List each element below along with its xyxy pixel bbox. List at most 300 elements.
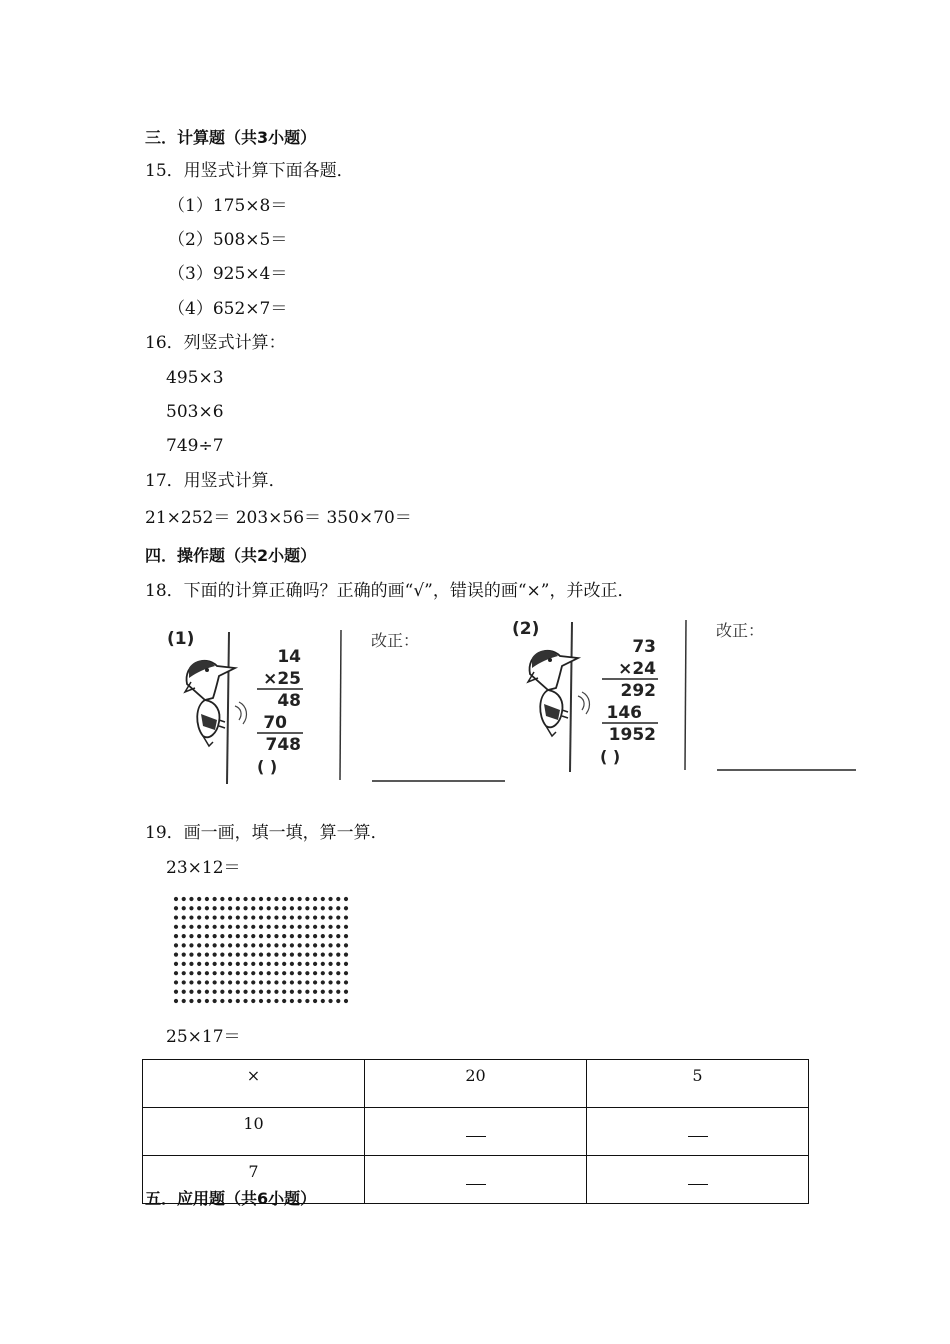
blank-line — [466, 1162, 486, 1185]
dot — [205, 999, 209, 1003]
dot — [228, 915, 232, 919]
dot — [305, 990, 309, 994]
table-header-cell: 5 — [587, 1060, 809, 1108]
dot — [259, 971, 263, 975]
figure1-row-4: 70 — [263, 713, 287, 733]
dot — [236, 915, 240, 919]
table-blank-cell[interactable] — [365, 1156, 587, 1204]
figure1-paren: ( ) — [257, 757, 278, 776]
dot — [220, 915, 224, 919]
q16-stem: 16．列竖式计算： — [145, 333, 286, 353]
dot — [220, 999, 224, 1003]
dot — [213, 934, 217, 938]
dot — [243, 971, 247, 975]
dot — [267, 999, 271, 1003]
dot — [236, 925, 240, 929]
table-header-row — [143, 1060, 809, 1108]
dot — [267, 971, 271, 975]
q17-stem: 17．用竖式计算． — [145, 471, 286, 491]
dot-grid — [170, 893, 352, 1007]
dot — [282, 906, 286, 910]
dot — [236, 980, 240, 984]
dot — [174, 953, 178, 957]
dot — [220, 990, 224, 994]
table-blank-cell[interactable] — [365, 1108, 587, 1156]
dot — [259, 990, 263, 994]
dot — [213, 971, 217, 975]
dot — [328, 953, 332, 957]
dot — [313, 925, 317, 929]
q15-item-2: （2）508×5＝ — [168, 230, 288, 250]
dot — [197, 925, 201, 929]
dot — [182, 953, 186, 957]
dot — [197, 915, 201, 919]
dot — [298, 897, 302, 901]
multiplication-table — [142, 1059, 809, 1204]
dot — [305, 980, 309, 984]
dot — [243, 915, 247, 919]
dot — [259, 953, 263, 957]
dot — [251, 980, 255, 984]
dot — [274, 925, 278, 929]
figure2-row-4: 146 — [606, 703, 642, 723]
dot — [282, 925, 286, 929]
dot — [328, 897, 332, 901]
q19-expr-1: 23×12＝ — [166, 858, 241, 878]
dot — [274, 962, 278, 966]
dot — [328, 934, 332, 938]
dot — [259, 943, 263, 947]
dot — [228, 906, 232, 910]
dot — [197, 962, 201, 966]
dot — [205, 990, 209, 994]
table-header-cell: 20 — [365, 1060, 587, 1108]
dot — [267, 943, 271, 947]
dot — [290, 934, 294, 938]
dot — [290, 906, 294, 910]
dot — [220, 971, 224, 975]
dot — [305, 943, 309, 947]
dot — [251, 990, 255, 994]
dot — [328, 971, 332, 975]
dot — [274, 999, 278, 1003]
dot — [298, 925, 302, 929]
dot — [251, 906, 255, 910]
dot — [251, 915, 255, 919]
dot — [313, 915, 317, 919]
dot — [313, 906, 317, 910]
dot — [290, 953, 294, 957]
dot — [197, 971, 201, 975]
dot — [243, 990, 247, 994]
dot — [236, 990, 240, 994]
q15-item-4: （4）652×7＝ — [168, 299, 288, 319]
dot — [259, 999, 263, 1003]
dot — [213, 897, 217, 901]
dot — [189, 934, 193, 938]
dot — [305, 971, 309, 975]
figure1-row-2: ×25 — [263, 669, 301, 689]
dot — [236, 999, 240, 1003]
dot — [182, 943, 186, 947]
dot — [189, 980, 193, 984]
dot — [321, 897, 325, 901]
dot — [290, 962, 294, 966]
dot — [313, 953, 317, 957]
dot — [282, 980, 286, 984]
figure1-row-1: 14 — [277, 647, 301, 667]
dot — [259, 934, 263, 938]
dot — [182, 962, 186, 966]
dot — [298, 990, 302, 994]
dot — [328, 962, 332, 966]
dot — [182, 897, 186, 901]
dot — [197, 953, 201, 957]
dot — [267, 925, 271, 929]
dot — [282, 943, 286, 947]
dot — [274, 953, 278, 957]
dot — [205, 980, 209, 984]
dot — [344, 990, 348, 994]
dot — [344, 999, 348, 1003]
dot — [243, 934, 247, 938]
dot — [274, 980, 278, 984]
dot — [213, 980, 217, 984]
dot — [220, 925, 224, 929]
dot — [228, 962, 232, 966]
dot — [197, 897, 201, 901]
dot — [328, 906, 332, 910]
dot — [189, 897, 193, 901]
dot — [313, 897, 317, 901]
blank-line — [466, 1114, 486, 1137]
dot — [174, 915, 178, 919]
dot — [205, 897, 209, 901]
dot — [305, 953, 309, 957]
dot — [220, 962, 224, 966]
dot — [336, 980, 340, 984]
q17-line: 21×252＝ 203×56＝ 350×70＝ — [145, 508, 412, 528]
dot — [259, 980, 263, 984]
dot — [189, 999, 193, 1003]
dot — [251, 943, 255, 947]
dot — [267, 915, 271, 919]
dot — [174, 971, 178, 975]
dot — [282, 971, 286, 975]
dot — [321, 953, 325, 957]
dot — [197, 906, 201, 910]
dot — [182, 980, 186, 984]
q16-item-3: 749÷7 — [166, 436, 224, 456]
dot — [290, 915, 294, 919]
dot — [213, 906, 217, 910]
section5-title: 五．应用题（共6小题） — [145, 1189, 317, 1208]
dot — [236, 971, 240, 975]
figure2-row-2: ×24 — [618, 659, 656, 679]
dot — [251, 897, 255, 901]
dot — [243, 943, 247, 947]
figure2-correction: 改正： — [716, 621, 765, 640]
dot — [313, 990, 317, 994]
dot — [174, 897, 178, 901]
dot — [321, 962, 325, 966]
dot — [298, 943, 302, 947]
dot — [205, 953, 209, 957]
dot — [174, 980, 178, 984]
dot — [313, 971, 317, 975]
dot — [189, 953, 193, 957]
dot — [290, 943, 294, 947]
dot — [321, 906, 325, 910]
dot — [182, 990, 186, 994]
dot — [205, 971, 209, 975]
figure1-label: (1) — [167, 629, 195, 649]
dot — [274, 915, 278, 919]
dot — [243, 999, 247, 1003]
dot — [182, 915, 186, 919]
dot — [174, 925, 178, 929]
dot — [213, 925, 217, 929]
dot — [174, 943, 178, 947]
figure1-correction: 改正： — [371, 631, 420, 650]
dot — [305, 915, 309, 919]
q18-figure-1 — [165, 622, 515, 787]
dot — [298, 915, 302, 919]
table-blank-cell[interactable] — [587, 1156, 809, 1204]
dot — [267, 906, 271, 910]
dot — [182, 999, 186, 1003]
dot — [336, 943, 340, 947]
dot — [328, 943, 332, 947]
blank-line — [688, 1162, 708, 1185]
dot — [182, 906, 186, 910]
dot — [251, 925, 255, 929]
dot — [305, 897, 309, 901]
dot — [236, 953, 240, 957]
q15-stem: 15．用竖式计算下面各题． — [145, 161, 354, 181]
table-header-cell: × — [143, 1060, 365, 1108]
dot — [267, 990, 271, 994]
dot — [251, 953, 255, 957]
dot — [336, 915, 340, 919]
dot — [213, 999, 217, 1003]
dot — [313, 934, 317, 938]
dot — [213, 915, 217, 919]
dot — [313, 980, 317, 984]
dot — [321, 999, 325, 1003]
dot — [228, 943, 232, 947]
q19-expr-2: 25×17＝ — [166, 1027, 241, 1047]
dot — [274, 943, 278, 947]
dot — [344, 934, 348, 938]
dot — [228, 999, 232, 1003]
q19-stem: 19．画一画，填一填，算一算． — [145, 823, 388, 843]
dot — [174, 990, 178, 994]
dot — [282, 962, 286, 966]
dot — [282, 897, 286, 901]
dot — [321, 943, 325, 947]
dot — [213, 962, 217, 966]
dot — [189, 990, 193, 994]
q16-item-2: 503×6 — [166, 402, 224, 422]
dot — [344, 953, 348, 957]
dot — [274, 897, 278, 901]
q15-item-1: （1）175×8＝ — [168, 196, 288, 216]
dot — [305, 934, 309, 938]
dot — [220, 906, 224, 910]
dot — [328, 915, 332, 919]
dot — [274, 906, 278, 910]
dot — [220, 943, 224, 947]
dot — [298, 962, 302, 966]
dot — [205, 934, 209, 938]
dot — [243, 953, 247, 957]
dot — [267, 953, 271, 957]
dot — [298, 971, 302, 975]
blank-line — [688, 1114, 708, 1137]
dot — [290, 999, 294, 1003]
dot — [313, 962, 317, 966]
dot — [344, 980, 348, 984]
dot — [336, 906, 340, 910]
dot — [189, 906, 193, 910]
dot — [228, 953, 232, 957]
dot — [228, 980, 232, 984]
dot — [336, 934, 340, 938]
dot — [344, 943, 348, 947]
dot — [336, 925, 340, 929]
dot — [243, 925, 247, 929]
dot — [267, 897, 271, 901]
dot — [328, 980, 332, 984]
dot — [189, 943, 193, 947]
dot — [290, 925, 294, 929]
dot — [267, 934, 271, 938]
figure2-paren: ( ) — [600, 747, 621, 766]
dot — [189, 925, 193, 929]
dot — [336, 953, 340, 957]
dot — [313, 943, 317, 947]
table-blank-cell[interactable] — [587, 1108, 809, 1156]
dot — [197, 980, 201, 984]
dot — [274, 971, 278, 975]
dot — [259, 962, 263, 966]
dot — [344, 897, 348, 901]
dot — [220, 953, 224, 957]
dot — [251, 962, 255, 966]
section3-title: 三．计算题（共3小题） — [145, 128, 317, 147]
dot — [243, 980, 247, 984]
dot — [321, 980, 325, 984]
dot — [298, 980, 302, 984]
dot — [274, 990, 278, 994]
table-row-label: 7 — [143, 1156, 365, 1204]
dot — [243, 906, 247, 910]
dot — [251, 971, 255, 975]
dot — [282, 990, 286, 994]
dot — [336, 962, 340, 966]
woodpecker-icon — [528, 622, 589, 772]
dot — [336, 897, 340, 901]
dot — [174, 999, 178, 1003]
figure2-row-3: 292 — [620, 681, 656, 701]
dot — [328, 999, 332, 1003]
dot — [174, 934, 178, 938]
dot — [236, 906, 240, 910]
q15-item-3: （3）925×4＝ — [168, 264, 288, 284]
dot — [205, 906, 209, 910]
q16-item-1: 495×3 — [166, 368, 224, 388]
dot — [321, 915, 325, 919]
dot — [290, 990, 294, 994]
figure1-row-5: 748 — [265, 735, 301, 755]
dot — [205, 943, 209, 947]
dot — [197, 999, 201, 1003]
dot — [298, 953, 302, 957]
dot — [313, 999, 317, 1003]
dot — [251, 999, 255, 1003]
dot — [267, 980, 271, 984]
dot — [205, 962, 209, 966]
dot — [182, 925, 186, 929]
dot — [220, 897, 224, 901]
dot — [251, 934, 255, 938]
dot — [274, 934, 278, 938]
table-row-label: 10 — [143, 1108, 365, 1156]
dot — [259, 915, 263, 919]
dot — [213, 943, 217, 947]
dot — [290, 971, 294, 975]
dot — [290, 897, 294, 901]
dot — [259, 906, 263, 910]
dot — [197, 934, 201, 938]
dot — [197, 943, 201, 947]
dot — [236, 943, 240, 947]
dot — [328, 990, 332, 994]
dot — [189, 915, 193, 919]
dot — [336, 971, 340, 975]
woodpecker-icon — [185, 632, 246, 784]
dot — [282, 953, 286, 957]
dot — [213, 953, 217, 957]
dot — [336, 999, 340, 1003]
dot — [344, 925, 348, 929]
dot — [305, 906, 309, 910]
dot — [243, 962, 247, 966]
dot — [344, 906, 348, 910]
q18-figure-2 — [510, 612, 860, 777]
dot — [305, 962, 309, 966]
dot — [189, 971, 193, 975]
dot — [243, 897, 247, 901]
dot — [220, 980, 224, 984]
dot — [336, 990, 340, 994]
dot — [267, 962, 271, 966]
figure2-row-5: 1952 — [608, 725, 656, 745]
dot — [228, 990, 232, 994]
dot — [213, 990, 217, 994]
dot — [298, 999, 302, 1003]
dot — [328, 925, 332, 929]
dot — [298, 906, 302, 910]
dot — [305, 925, 309, 929]
dot — [298, 934, 302, 938]
dot — [344, 962, 348, 966]
dot — [228, 971, 232, 975]
dot — [282, 999, 286, 1003]
dot — [321, 990, 325, 994]
dot — [236, 934, 240, 938]
